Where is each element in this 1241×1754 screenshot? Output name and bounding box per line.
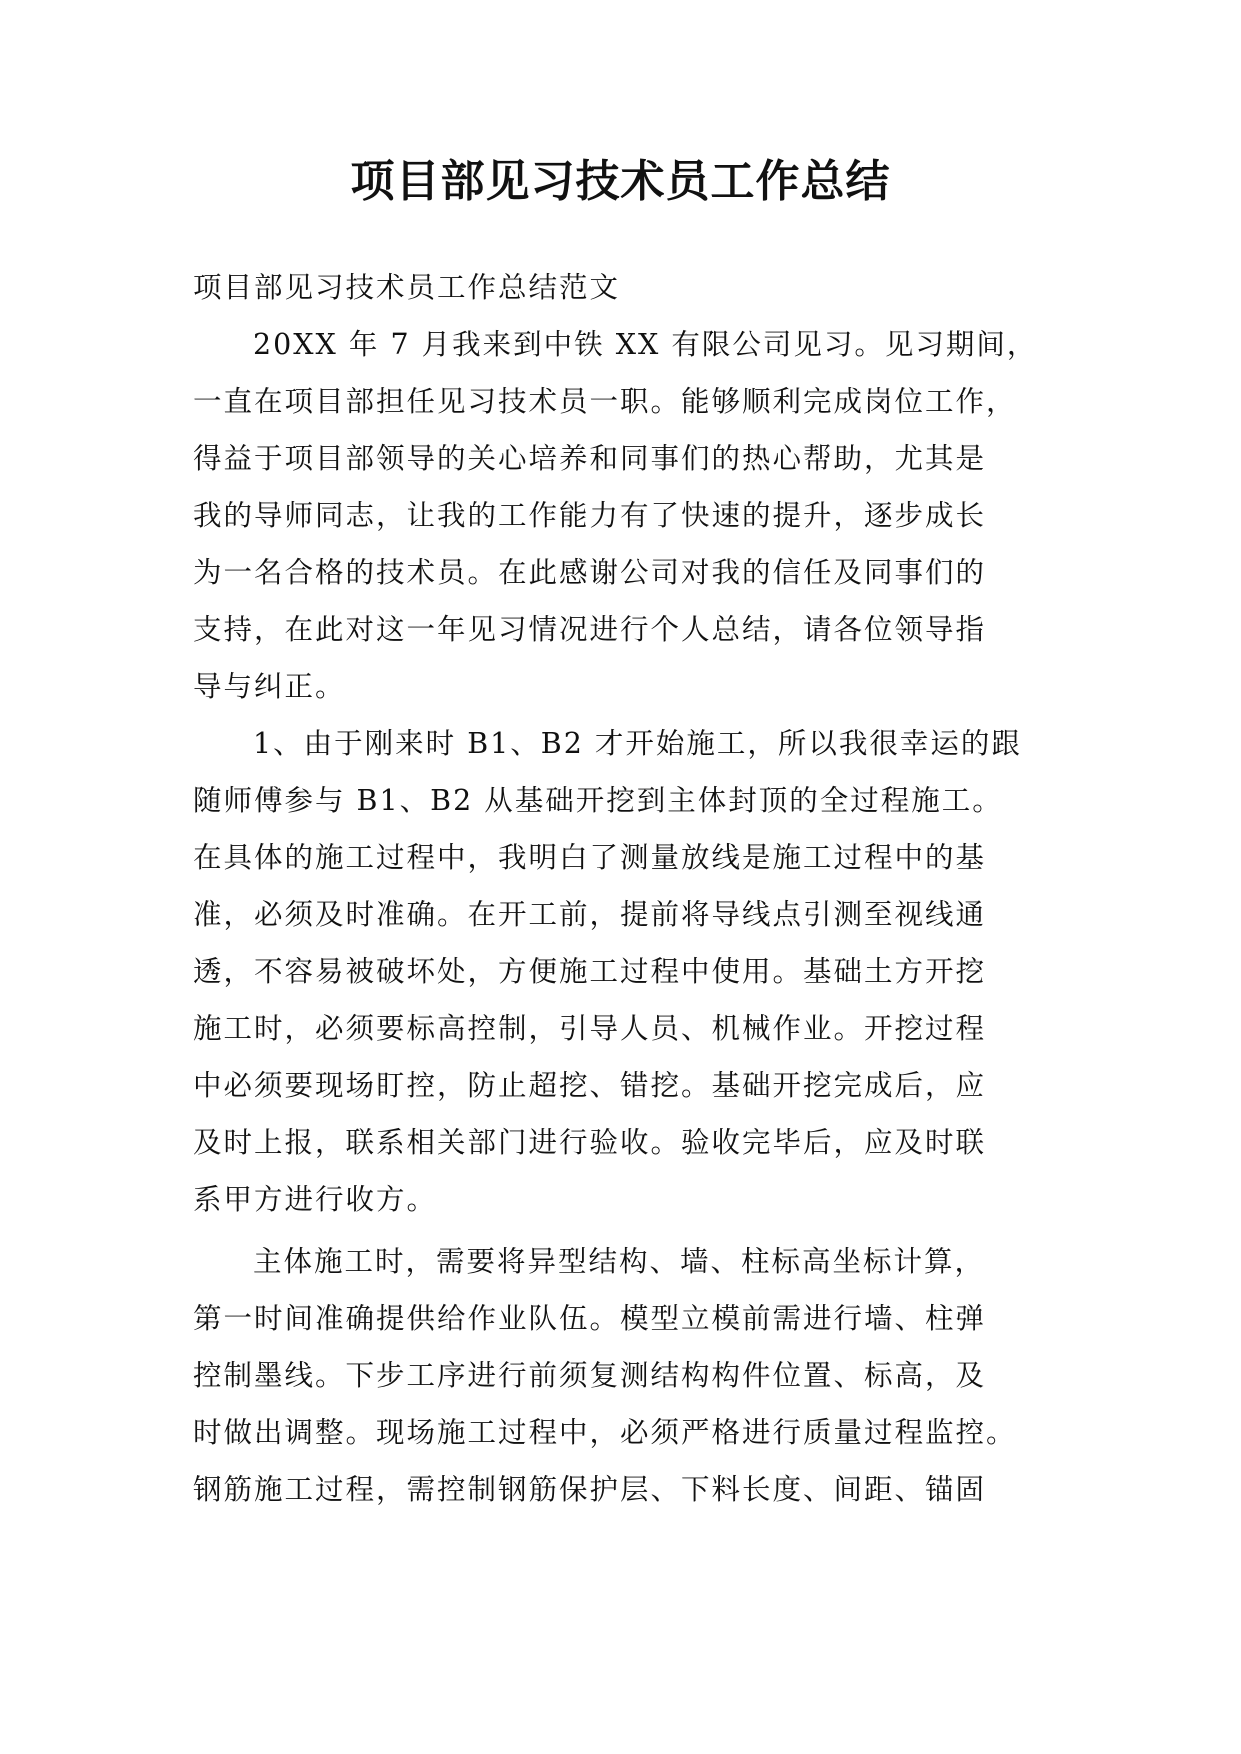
paragraph-line: 控制墨线。下步工序进行前须复测结构构件位置、标高，及: [193, 1359, 987, 1392]
paragraph-2: [193, 715, 1053, 1228]
paragraph-line: 得益于项目部领导的关心培养和同事们的热心帮助，尤其是: [193, 442, 987, 475]
paragraph-line: 导与纠正。: [193, 670, 346, 703]
paragraph-line: 我的导师同志，让我的工作能力有了快速的提升，逐步成长: [193, 499, 987, 532]
paragraph-line: 第一时间准确提供给作业队伍。模型立模前需进行墙、柱弹: [193, 1302, 987, 1335]
paragraph-line: 主体施工时，需要将异型结构、墙、柱标高坐标计算，: [253, 1245, 986, 1278]
paragraph-line: 时做出调整。现场施工过程中，必须严格进行质量过程监控。: [193, 1416, 1017, 1449]
paragraph-line: 准，必须及时准确。在开工前，提前将导线点引测至视线通: [193, 898, 987, 931]
paragraph-1: [193, 316, 1053, 715]
paragraph-line: 及时上报，联系相关部门进行验收。验收完毕后，应及时联: [193, 1126, 987, 1159]
document-title: 项目部见习技术员工作总结: [350, 156, 891, 207]
document-subtitle: 项目部见习技术员工作总结范文: [193, 271, 621, 304]
paragraph-line: 在具体的施工过程中，我明白了测量放线是施工过程中的基: [193, 841, 987, 874]
paragraph-3: [193, 1233, 1053, 1518]
paragraph-line: 系甲方进行收方。: [193, 1183, 438, 1216]
paragraph-line: 为一名合格的技术员。在此感谢公司对我的信任及同事们的: [193, 556, 987, 589]
paragraph-line: 透，不容易被破坏处，方便施工过程中使用。基础土方开挖: [193, 955, 987, 988]
paragraph-line: 随师傅参与 B1、B2 从基础开挖到主体封顶的全过程施工。: [193, 784, 1003, 817]
paragraph-line: 支持，在此对这一年见习情况进行个人总结，请各位领导指: [193, 613, 987, 646]
paragraph-line: 一直在项目部担任见习技术员一职。能够顺利完成岗位工作，: [193, 385, 1017, 418]
paragraph-line: 中必须要现场盯控，防止超挖、错挖。基础开挖完成后，应: [193, 1069, 987, 1102]
paragraph-line: 1、由于刚来时 B1、B2 才开始施工，所以我很幸运的跟: [253, 727, 1022, 760]
paragraph-line: 钢筋施工过程，需控制钢筋保护层、下料长度、间距、锚固: [193, 1473, 987, 1506]
paragraph-line: 施工时，必须要标高控制，引导人员、机械作业。开挖过程: [193, 1012, 987, 1045]
document-body: [193, 259, 1053, 1518]
paragraph-line: 20XX 年 7 月我来到中铁 XX 有限公司见习。见习期间，: [253, 328, 1038, 361]
